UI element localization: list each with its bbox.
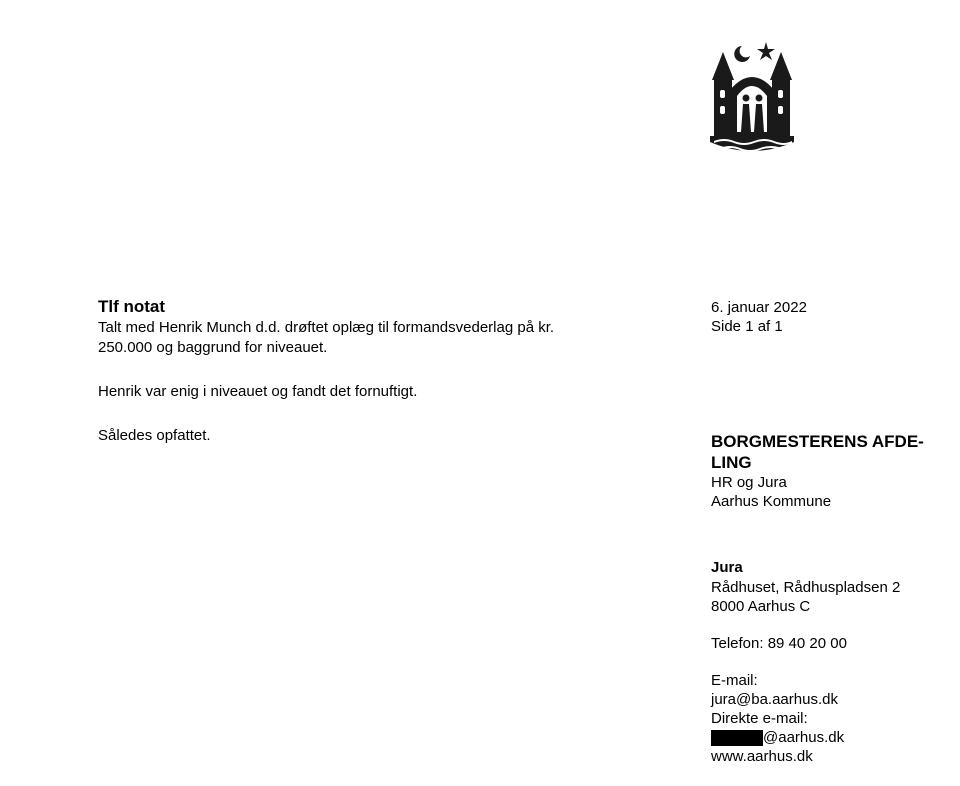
note-body [98,296,658,446]
contact-website[interactable]: www.aarhus.dk [711,748,813,765]
note-line-2: 250.000 og baggrund for niveauet. [98,339,328,356]
contact-email[interactable]: jura@ba.aarhus.dk [711,691,838,708]
redaction-block [711,730,763,746]
contact-direct-email-label: Direkte e-mail: [711,710,808,727]
department-name-line-1: BORGMESTERENS AFDE- [711,432,924,451]
contact-address-1: Rådhuset, Rådhuspladsen 2 [711,579,901,596]
contact-phone: Telefon: 89 40 20 00 [711,635,847,652]
page-number: Side 1 af 1 [711,318,783,335]
contact-block [711,558,956,766]
note-title: Tlf notat [98,297,166,316]
contact-direct-email-domain: @aarhus.dk [763,729,845,746]
department-org: Aarhus Kommune [711,493,832,510]
document-meta [711,298,807,336]
department-unit: HR og Jura [711,474,787,491]
document-date: 6. januar 2022 [711,299,807,316]
contact-direct-email[interactable] [711,728,956,747]
note-paragraph-3: Således opfattet. [98,427,211,444]
contact-name: Jura [711,559,743,576]
department-block [711,431,956,511]
contact-email-label: E-mail: [711,672,758,689]
note-line-1: Talt med Henrik Munch d.d. drøftet oplæg til formandsvederlag på kr. [98,319,555,336]
department-name-line-2: LING [711,453,752,472]
note-paragraph-2: Henrik var enig i niveauet og fandt det fornuftigt. [98,383,418,400]
contact-address-2: 8000 Aarhus C [711,598,811,615]
aarhus-coat-of-arms-icon [706,38,798,160]
